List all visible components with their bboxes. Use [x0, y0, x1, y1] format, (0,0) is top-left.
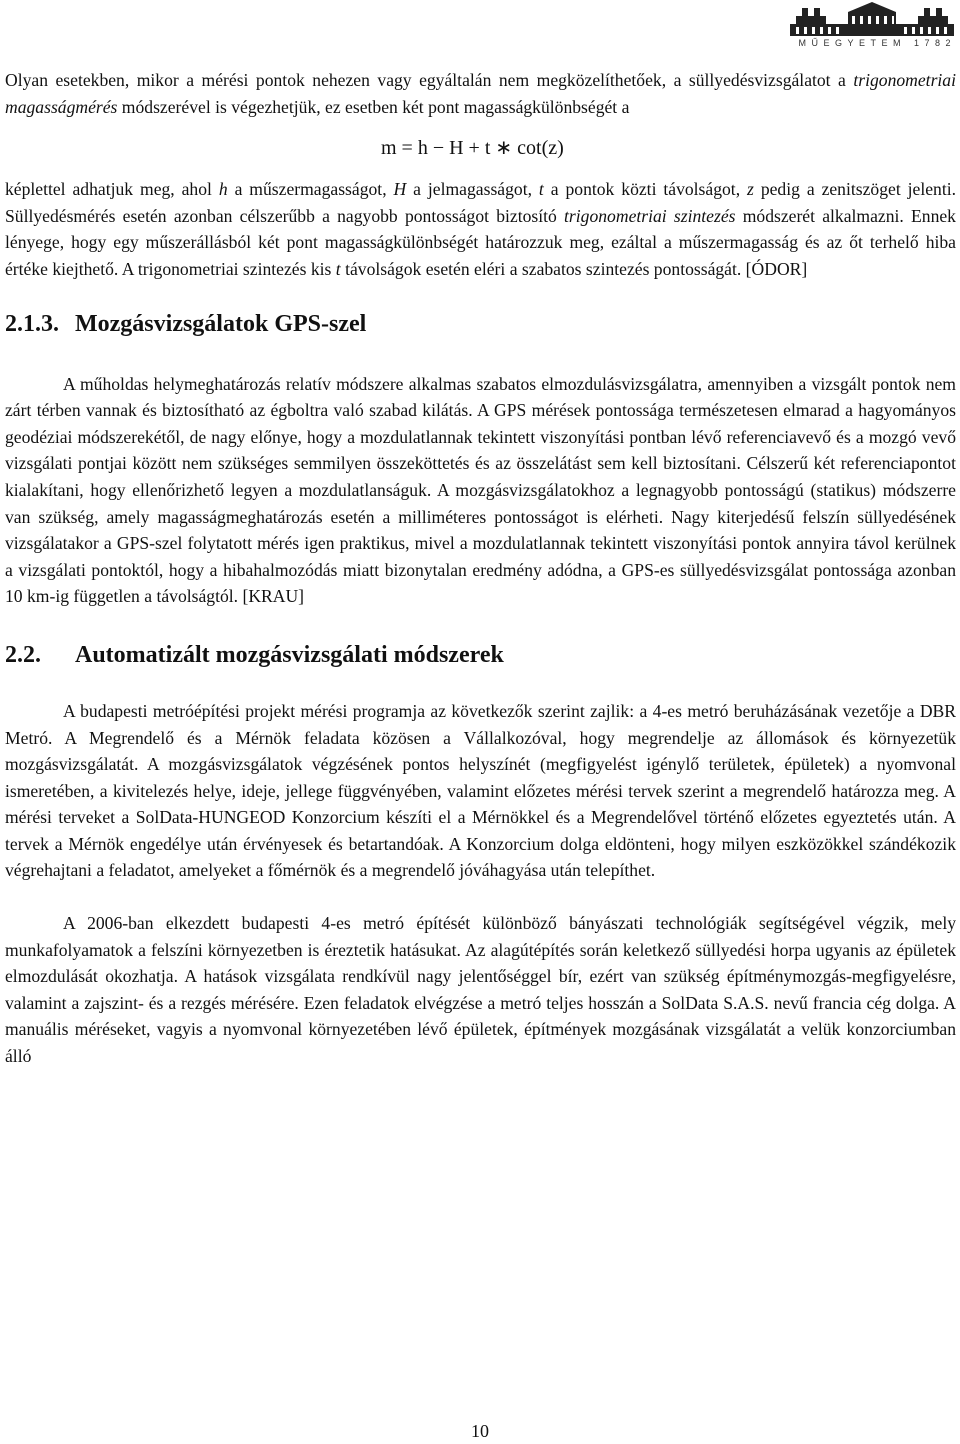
- paragraph-metro-program: A budapesti metróépítési projekt mérési programja az következők szerint zajlik: a 4-es metró beruházásának vezetője a DBR Metró. A Megrendelő és a Mérnök feladata közösen a Vállalkozóval, hogy megrendelje az állomások és környezetük mozgásvizsgálatát. A mozgásvizsgálatok végzésének pontos helyszínét (megfigyelést igénylő területek, épületek) a nyomvonal ismeretében, a kivitelezés helye, ideje, jellege függvényében, valamint előzetes mérési tervek szerint a megrendelő határozza meg. A mérési terveket a SolData-HUNGEOD Konzorcium készíti el a Mérnökkel és a Megrendelővel történő előzetes egyeztetés után. A tervek a Mérnök engedélye után érvényesek és betartandóak. A Konzorcium dolga eldönteni, hogy milyen eszközökkel szándékozik végrehajtani a feladatot, amelyeket a főmérnök és a megrendelő jóváhagyása után telepíthet.: [5, 700, 956, 881]
- section-heading-automated-methods: [5, 640, 956, 670]
- height-difference-formula: m = h − H + t ∗ cot(z): [381, 137, 564, 160]
- section-number: 2.1.3.: [5, 310, 59, 337]
- paragraph-formula-explanation: képlettel adhatjuk meg, ahol h a műszermagasságot, H a jelmagasságot, t a pontok közti távolságot, z pedig a zenitszöget jelenti. Süllyedésmérés esetén azonban célszerűbb a nagyobb pontosságot biztosító trigonometriai szintezés módszerét alkalmazni. Ennek lényege, hogy egy műszerállásból két pont magasságkülönbségét határozzuk meg, ezáltal a műszermagasság és az őt terhelő hiba értéke kiejthető. A trigonometriai szintezés kis t távolságok esetén eléri a szabatos szintezés pontosságát. [ÓDOR]: [5, 179, 956, 279]
- section-number: 2.2.: [5, 641, 41, 668]
- document-body: [5, 67, 956, 1070]
- section-heading-gps: [5, 309, 956, 339]
- paragraph-gps-monitoring: A műholdas helymeghatározás relatív módszere alkalmas szabatos elmozdulásvizsgálatra, amennyiben a vizsgált pontok nem zárt térben vannak és biztosítható az égboltra való szabad kilátás. A GPS mérések pontossága természetesen elmarad a hagyományos geodéziai módszerekétől, de nagy előnye, hogy a mozdulatlannak tekintett viszonyítási pontban lévő referenciavevő és a mozgó vevő vizsgálati pontjai között nem szükséges semmilyen összeköttetés és az összelátást sem kell biztosítani. Célszerű két referenciapontot kialakítani, hogy ellenőrizhető legyen a mozdulatlanságuk. A mozgásvizsgálatokhoz a legnagyobb pontosságú (statikus) módszerre van szükség, amely magasságmeghatározás esetén a milliméteres pontosságot is elérheti. Nagy kiterjedésű felszín süllyedésének vizsgálatakor a GPS-szel folytatott mérés igen praktikus, mivel a mozdulatlannak tekintett viszonyítási pontok annyira távol kerülnek a vizsgálati pontoktól, hogy a hibahalmozódás miatt bizonytalan eredmény adódna, a GPS-es süllyedésvizsgálat pontossága azonban 10 km-ig független a távolságtól. [KRAU]: [5, 373, 956, 607]
- section-title: Automatizált mozgásvizsgálati módszerek: [75, 641, 504, 668]
- section-title: Mozgásvizsgálatok GPS-szel: [75, 310, 367, 337]
- paragraph-trigonometric-leveling: Olyan esetekben, mikor a mérési pontok nehezen vagy egyáltalán nem megközelíthetőek, a süllyedésvizsgálatot a trigonometriai magasságmérés módszerével is végezhetjük, ez esetben két pont magasságkülönbségét a: [5, 70, 956, 117]
- building-facade-icon: [788, 2, 956, 38]
- page-number: 10: [471, 1421, 489, 1441]
- paragraph-metro-construction: A 2006-ban elkezdett budapesti 4-es metró építését különböző bányászati technológiák segítségével végzik, mely munkafolyamatok a felszíni környezetben is éreztetik hatásukat. Az alagútépítés során keletkező süllyedési horpa ugyanis az épületek elmozdulását okozhatja. A hatások vizsgálata rendkívül nagy jelentőséggel bír, ezért van szükség építménymozgás-megfigyelésre, valamint a zajszint- és a rezgés mérésére. Ezen feladatok elvégzése a metró teljes hosszán a SolData S.A.S. nevű francia cég dolga. A manuális méréseket, vagyis a nyomvonal környezetében lévő épületek, építmények mozgásának vizsgálatát a velük konzorciumban álló: [5, 913, 956, 1067]
- logo-wordmark: MŰEGYETEM 1782: [798, 38, 956, 48]
- university-logo: [788, 2, 956, 48]
